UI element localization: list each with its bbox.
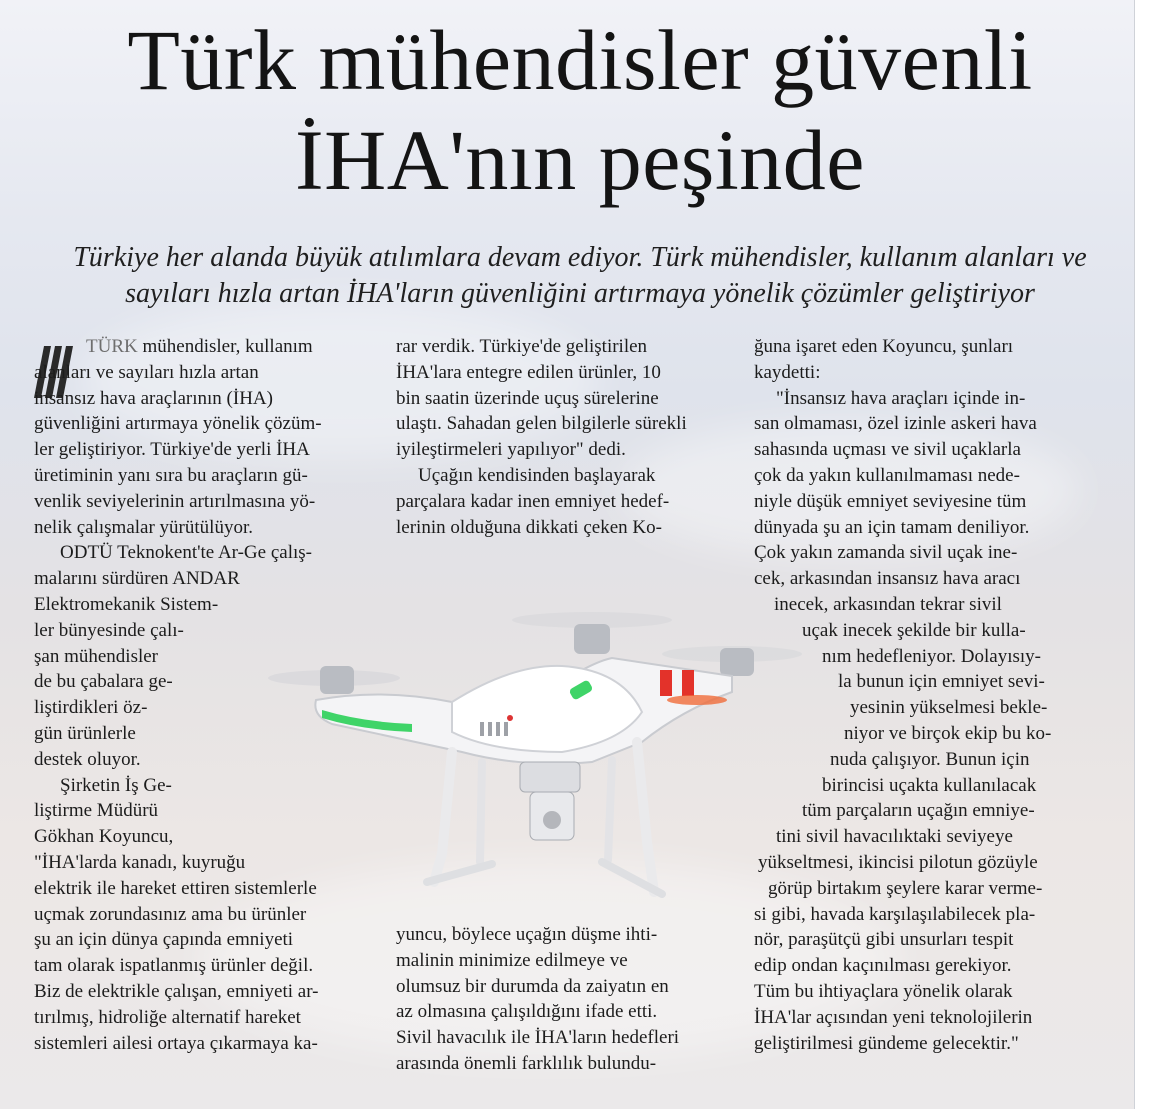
text-line: si gibi, havada karşılaşılabilecek pla- xyxy=(754,903,1036,925)
text-line: venlik seviyelerinin artırılmasına yö- xyxy=(34,490,316,512)
text-line: rar verdik. Türkiye'de geliştirilen xyxy=(396,336,648,357)
headline-line-2: İHA'nın peşinde xyxy=(295,112,865,208)
text-line: şan mühendisler xyxy=(34,645,159,667)
text-line: "İnsansız hava araçları içinde in- xyxy=(776,387,1026,409)
lead-word: TÜRK xyxy=(86,336,138,357)
text-line: TÜRK mühendisler, kullanım xyxy=(86,336,313,357)
text-line: lerinin olduğuna dikkati çeken Ko- xyxy=(396,516,662,538)
text-line: gün ürünlerle xyxy=(34,722,136,744)
headline xyxy=(30,10,1130,210)
text-line: uçak inecek şekilde bir kulla- xyxy=(802,619,1026,641)
text-line: parçalara kadar inen emniyet hedef- xyxy=(396,490,670,512)
text-line: la bunun için emniyet sevi- xyxy=(838,671,1045,693)
text-line: bin saatin üzerinde uçuş sürelerine xyxy=(396,387,659,409)
text-line: şu an için dünya çapında emniyeti xyxy=(34,929,294,951)
text-line: cek, arkasından insansız hava aracı xyxy=(754,568,1021,590)
text-line: malarını sürdüren ANDAR xyxy=(34,568,240,590)
text-line: yuncu, böylece uçağın düşme ihti- xyxy=(396,924,658,945)
text-line: elektrik ile hareket ettiren sistemlerle xyxy=(34,877,317,899)
text-line: nım hedefleniyor. Dolayısıy- xyxy=(822,645,1041,667)
text-line: Elektromekanik Sistem- xyxy=(34,593,219,615)
text-line: üretiminin yanı sıra bu araçların gü- xyxy=(34,464,308,486)
text-line: ğuna işaret eden Koyuncu, şunları xyxy=(754,336,1014,357)
text-line: geliştirilmesi gündeme gelecektir." xyxy=(754,1032,1019,1054)
text-line: olumsuz bir durumda da zaiyatın en xyxy=(396,975,669,997)
text-line: ler bünyesinde çalı- xyxy=(34,619,184,641)
text-line: dünyada şu an için tamam deniliyor. xyxy=(754,516,1030,538)
text-line: az olmasına çalışıldığını ifade etti. xyxy=(396,1001,658,1023)
text-line: Sivil havacılık ile İHA'ların hedefleri xyxy=(396,1027,680,1049)
text-line: İHA'lar açısından yeni teknolojilerin xyxy=(754,1006,1033,1028)
article-column-2-bottom xyxy=(396,922,679,1077)
text-line: niyle düşük emniyet seviyesine tüm xyxy=(754,490,1027,512)
text-line: liştirme Müdürü xyxy=(34,800,159,822)
text-line: malinin minimize edilmeye ve xyxy=(396,949,628,971)
text-line: Çok yakın zamanda sivil uçak ine- xyxy=(754,542,1018,564)
text-line: iyileştirmeleri yapılıyor" dedi. xyxy=(396,439,626,461)
text-line: Tüm bu ihtiyaçlara yönelik olarak xyxy=(754,980,1013,1002)
subheadline xyxy=(30,240,1130,312)
text-line: ODTÜ Teknokent'te Ar-Ge çalış- xyxy=(60,542,312,564)
text-line: nör, paraşütçü gibi unsurları tespit xyxy=(754,929,1014,951)
text-line: niyor ve birçok ekip bu ko- xyxy=(844,722,1052,744)
subheadline-line-2: sayıları hızla artan İHA'ların güvenliğini artırmaya yönelik çözümler geliştiriyor xyxy=(125,278,1035,309)
text-line: nelik çalışmalar yürütülüyor. xyxy=(34,516,253,538)
text-line: tam olarak ispatlanmış ürünler değil. xyxy=(34,955,314,977)
text-line: insansız hava araçlarının (İHA) xyxy=(34,387,273,409)
text-line: güvenliğini artırmaya yönelik çözüm- xyxy=(34,413,322,435)
text-line: İHA'lara entegre edilen ürünler, 10 xyxy=(396,361,661,383)
text-line: tırılmış, hidroliğe alternatif hareket xyxy=(34,1006,301,1028)
motor xyxy=(720,648,754,676)
text-line: çok da yakın kullanılmaması nede- xyxy=(754,464,1020,486)
text-line: destek oluyor. xyxy=(34,748,141,770)
text-line: inecek, arkasından tekrar sivil xyxy=(774,593,1002,615)
article-column-2-top xyxy=(396,334,687,540)
text-line: edip ondan kaçınılması gerekiyor. xyxy=(754,955,1012,977)
text-line: birincisi uçakta kullanılacak xyxy=(822,774,1037,796)
text-line: Gökhan Koyuncu, xyxy=(34,826,174,848)
page-edge xyxy=(0,1109,1149,1115)
text-line: yesinin yükselmesi bekle- xyxy=(850,697,1048,719)
text-line: görüp birtakım şeylere karar verme- xyxy=(768,877,1043,899)
text-line: tüm parçaların uçağın emniye- xyxy=(802,800,1035,822)
motor xyxy=(320,666,354,694)
drone-photo xyxy=(262,592,817,904)
text-line: kaydetti: xyxy=(754,361,821,383)
headline-line-1: Türk mühendisler güvenli xyxy=(127,12,1033,108)
text-line: Uçağın kendisinden başlayarak xyxy=(418,464,656,486)
text-line: Biz de elektrikle çalışan, emniyeti ar- xyxy=(34,980,319,1002)
text-line: liştirdikleri öz- xyxy=(34,697,148,719)
text-line: ler geliştiriyor. Türkiye'de yerli İHA xyxy=(34,439,310,461)
text-line: alanları ve sayıları hızla artan xyxy=(34,361,259,383)
text-line: "İHA'larda kanadı, kuyruğu xyxy=(34,851,246,873)
text-line: de bu çabalara ge- xyxy=(34,671,173,693)
text-line: arasında önemli farklılık bulundu- xyxy=(396,1052,657,1074)
subheadline-line-1: Türkiye her alanda büyük atılımlara devam ediyor. Türk mühendisler, kullanım alanları ve xyxy=(73,242,1087,273)
text-line: uçmak zorundasınız ama bu ürünler xyxy=(34,903,307,925)
text-line: tini sivil havacılıktaki seviyeye xyxy=(776,826,1013,848)
text-line: sahasında uçması ve sivil uçaklarla xyxy=(754,439,1021,461)
text-line: Şirketin İş Ge- xyxy=(60,774,172,796)
text-line: ulaştı. Sahadan gelen bilgilerle sürekli xyxy=(396,413,687,435)
text-line: san olmaması, özel izinle askeri hava xyxy=(754,413,1037,435)
text-line: nuda çalışıyor. Bunun için xyxy=(830,748,1030,770)
motor xyxy=(574,624,610,654)
text-line: yükseltmesi, ikincisi pilotun gözüyle xyxy=(758,851,1038,873)
page-edge xyxy=(1134,0,1149,1115)
text-line: sistemleri ailesi ortaya çıkarmaya ka- xyxy=(34,1032,318,1054)
